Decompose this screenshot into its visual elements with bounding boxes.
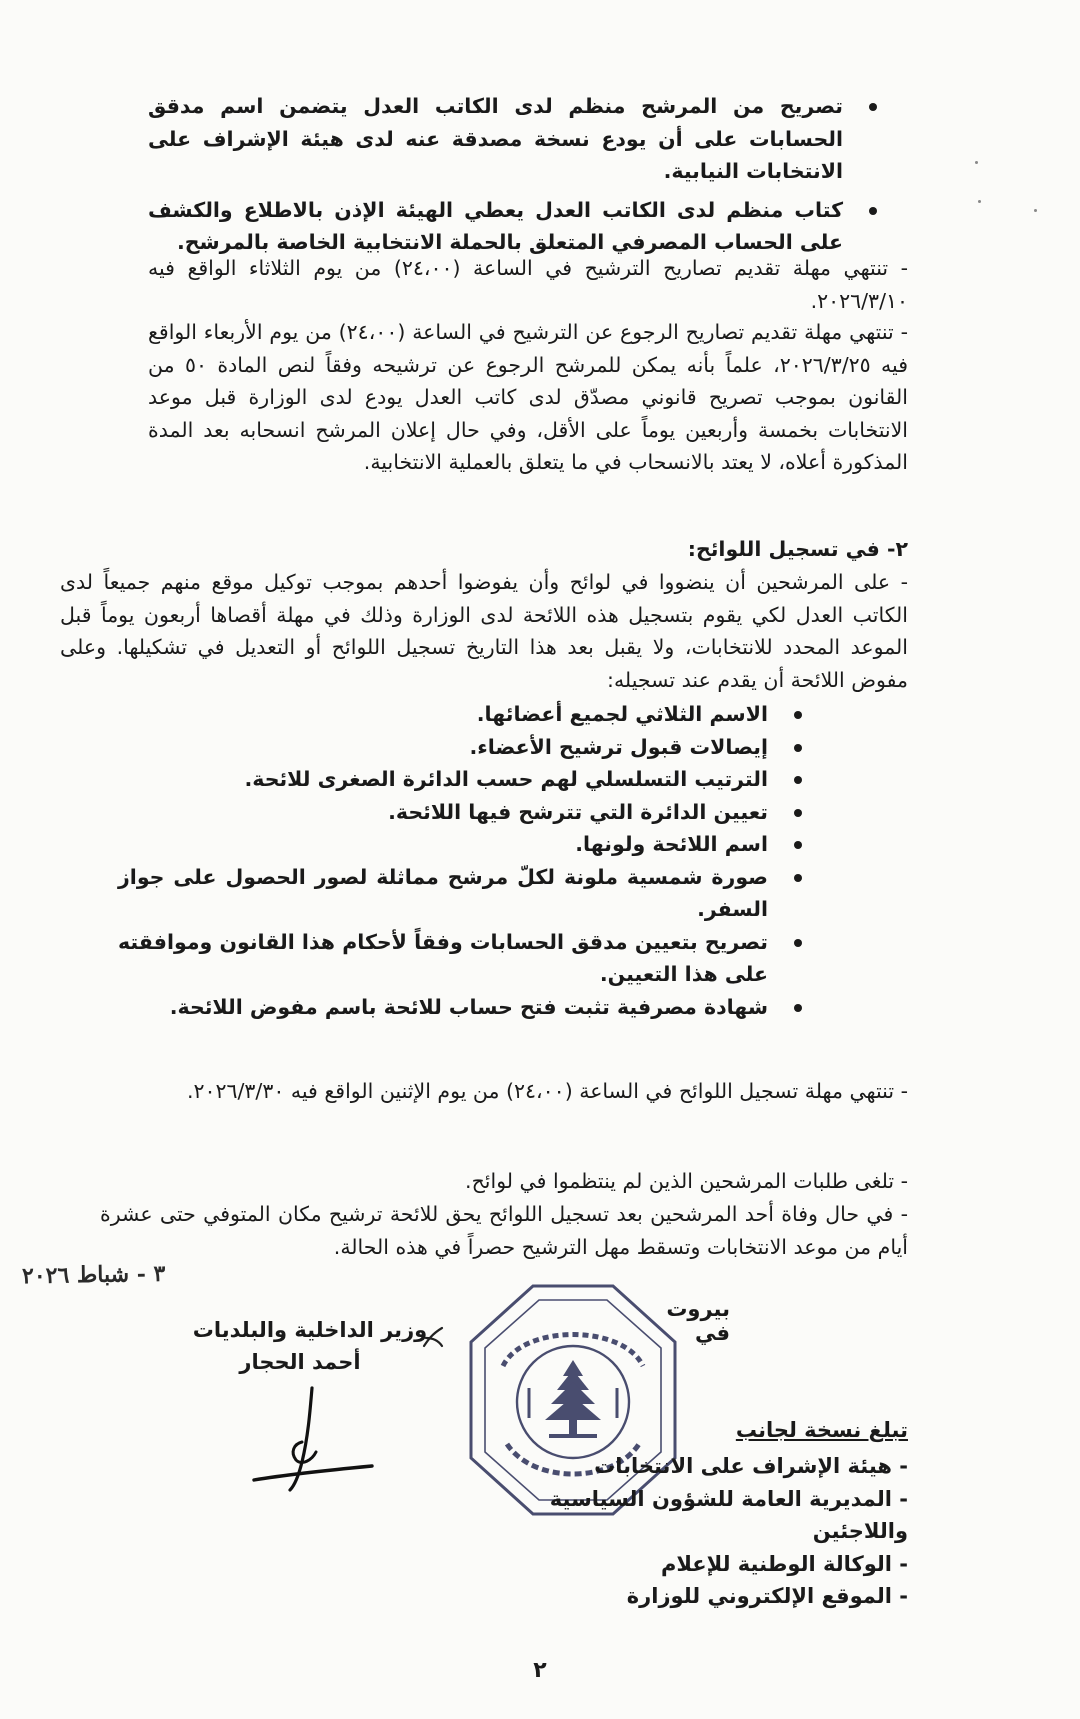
deadline-paragraph: - تنتهي مهلة تقديم تصاريح الترشيح في الساعة (٢٤،٠٠) من يوم الثلاثاء الواقع فيه ٢٠٢٦/٣/١٠.: [148, 256, 908, 313]
minister-name: أحمد الحجار: [239, 1350, 361, 1374]
requirement-item: إيصالات قبول ترشيح الأعضاء.: [118, 731, 808, 764]
note-paragraph: - في حال وفاة أحد المرشحين بعد تسجيل اللوائح يحق للائحة ترشيح مكان المتوفي حتى عشرة أيام من موعد الانتخابات وتسقط مهل الترشيح حصراً في هذه الحالة.: [100, 1202, 908, 1259]
signature-icon: [250, 1382, 380, 1512]
requirement-item: شهادة مصرفية تثبت فتح حساب للائحة باسم مفوض اللائحة.: [118, 991, 808, 1024]
requirement-item: الترتيب التسلسلي لهم حسب الدائرة الصغرى للائحة.: [118, 763, 808, 796]
scan-speck: [1034, 209, 1037, 212]
section-intro-paragraph: - على المرشحين أن ينضووا في لوائح وأن يفوضوا أحدهم بموجب توكيل موقع منهم جميعاً لدى الكاتب العدل لكي يقوم بتسجيل هذه اللائحة لدى الوزارة وذلك في مهلة أقصاها أربعون يوماً قبل الموعد المحدد للانتخابات، ولا يقبل بعد هذا التاريخ تسجيل اللوائح أو التعديل في تشكيلها. وعلى مفوض اللائحة أن يقدم عند تسجيله:: [60, 570, 908, 692]
list-deadline-paragraph: - تنتهي مهلة تسجيل اللوائح في الساعة (٢٤،٠٠) من يوم الإثنين الواقع فيه ٢٠٢٦/٣/٣٠.: [186, 1079, 908, 1103]
requirement-item: الاسم الثلاثي لجميع أعضائها.: [118, 698, 808, 731]
requirement-item: صورة شمسية ملونة لكلّ مرشح مماثلة لصور الحصول على جواز السفر.: [118, 861, 808, 926]
copy-recipient: - هيئة الإشراف على الانتخابات: [594, 1454, 908, 1478]
copies-list: [540, 1450, 908, 1613]
handwritten-date: ٣ - شباط ٢٠٢٦: [21, 1260, 166, 1290]
requirement-item: تعيين الدائرة التي تترشح فيها اللائحة.: [118, 796, 808, 829]
top-bullet-list: [148, 90, 883, 259]
scan-speck: [978, 200, 981, 203]
copy-recipient: - المديرية العامة للشؤون السياسية واللاجئين: [549, 1486, 908, 1543]
requirement-item: اسم اللائحة ولونها.: [118, 828, 808, 861]
initial-mark-icon: [418, 1324, 448, 1354]
bullet-item: تصريح من المرشح منظم لدى الكاتب العدل يتضمن اسم مدقق الحسابات على أن يودع نسخة مصدقة عنه لدى هيئة الإشراف على الانتخابات النيابية.: [148, 90, 883, 188]
page-number: ٢: [533, 1658, 547, 1683]
place-date: بيروت في: [666, 1297, 730, 1345]
copy-recipient: - الموقع الإلكتروني للوزارة: [626, 1584, 908, 1608]
note-paragraph: - تلغى طلبات المرشحين الذين لم ينتظموا في لوائح.: [465, 1169, 908, 1193]
scan-speck: [975, 161, 978, 164]
list-requirements: [118, 698, 808, 1023]
minister-title: وزير الداخلية والبلديات: [192, 1318, 428, 1342]
requirement-item: تصريح بتعيين مدقق الحسابات وفقاً لأحكام هذا القانون وموافقته على هذا التعيين.: [118, 926, 808, 991]
copy-recipient: - الوكالة الوطنية للإعلام: [660, 1551, 908, 1576]
bullet-item: كتاب منظم لدى الكاتب العدل يعطي الهيئة الإذن بالاطلاع والكشف على الحساب المصرفي المتعلق بالحملة الانتخابية الخاصة بالمرشح.: [148, 194, 883, 259]
withdrawal-paragraph: - تنتهي مهلة تقديم تصاريح الرجوع عن الترشيح في الساعة (٢٤،٠٠) من يوم الأربعاء الواقع فيه ٢٠٢٦/٣/٢٥، علماً بأنه يمكن للمرشح الرجوع عن ترشيحه وفقاً لنص المادة ٥٠ من القانون بموجب تصريح قانوني مصدّق لدى كاتب العدل يودع لدى الوزارة قبل موعد الانتخابات بخمسة وأربعين يوماً على الأقل، وفي حال إعلان المرشح انسحابه بعد المدة المذكورة أعلاه، لا يعتد بالانسحاب في ما يتعلق بالعملية الانتخابية.: [148, 320, 909, 474]
copies-heading: تبلغ نسخة لجانب: [735, 1418, 908, 1442]
section-heading: ٢- في تسجيل اللوائح:: [687, 537, 908, 561]
